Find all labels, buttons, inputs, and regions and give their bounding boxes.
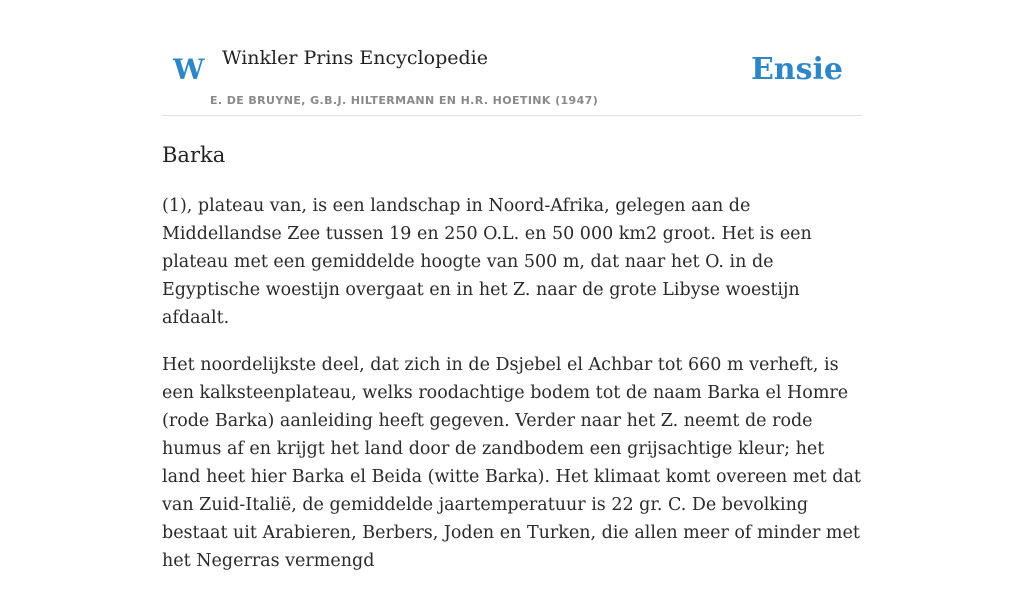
authors-line: E. DE BRUYNE, G.B.J. HILTERMANN EN H.R. HOETINK (1947) bbox=[210, 94, 599, 107]
site-title[interactable]: Winkler Prins Encyclopedie bbox=[222, 47, 488, 69]
article-paragraph: Het noordelijkste deel, dat zich in de Dsjebel el Achbar tot 660 m verheft, is een kalksteenplateau, welks roodachtige bodem tot de naam Barka el Homre (rode Barka) aanleiding heeft gegeven. Verder naar het Z. neemt de rode humus af en krijgt het land door de zandbodem een grijsachtige kleur; het land heet hier Barka el Beida (witte Barka). Het klimaat komt overeen met dat van Zuid-Italië, de gemiddelde jaartemperatuur is 22 gr. C. De bevolking bestaat uit Arabieren, Berbers, Joden en Turken, die allen meer of minder met het Negerras vermengd bbox=[162, 355, 861, 571]
site-header bbox=[162, 0, 862, 116]
brand-logo[interactable]: Ensie bbox=[750, 52, 843, 87]
article-title: Barka bbox=[162, 143, 226, 167]
article-body bbox=[162, 192, 862, 594]
logo-icon[interactable]: W bbox=[173, 53, 205, 86]
article-paragraph: (1), plateau van, is een landschap in Noord-Afrika, gelegen aan de Middellandse Zee tussen 19 en 250 O.L. en 50 000 km2 groot. Het is een plateau met een gemiddelde hoogte van 500 m, dat naar het O. in de Egyptische woestijn overgaat en in het Z. naar de grote Libyse woestijn afdaalt. bbox=[162, 196, 812, 328]
